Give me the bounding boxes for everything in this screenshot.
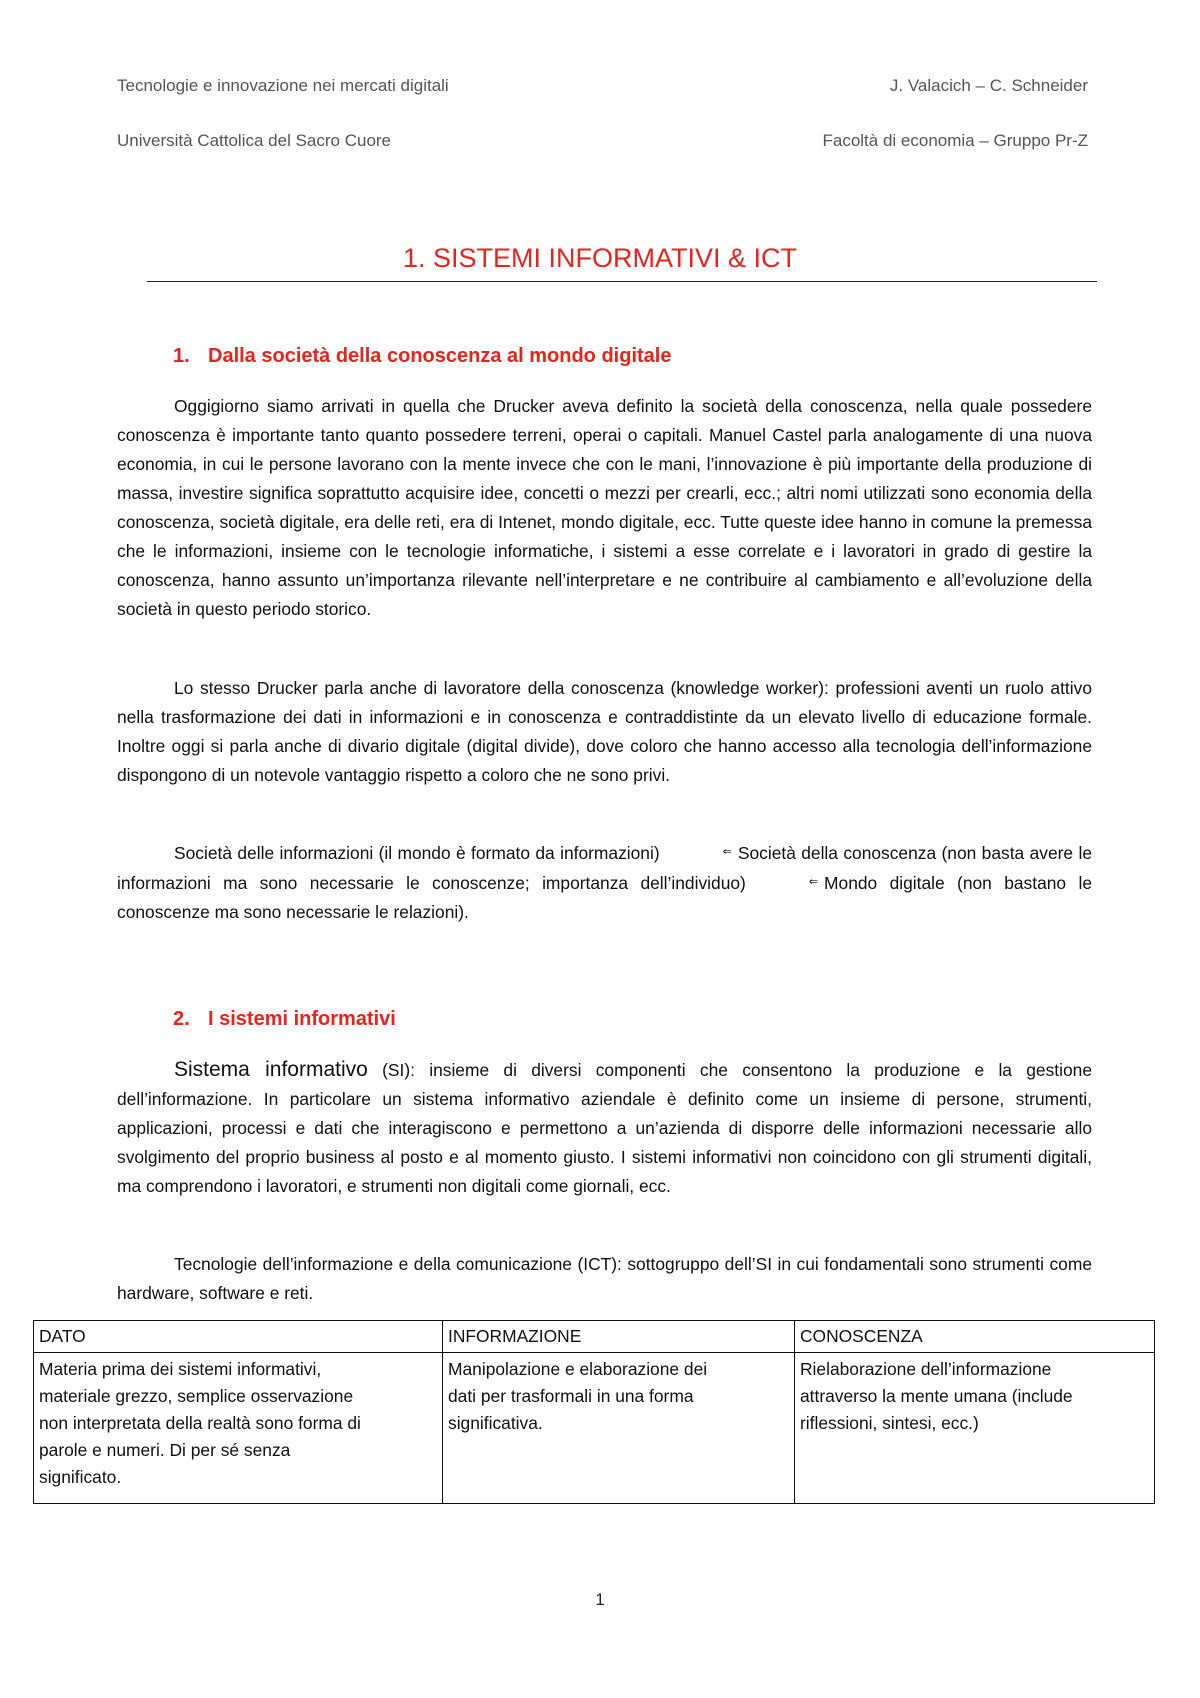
section-2-heading <box>173 1008 396 1031</box>
header-authors: J. Valacich – C. Schneider <box>889 76 1088 95</box>
header-university: Università Cattolica del Sacro Cuore <box>117 131 392 150</box>
title-underline <box>147 281 1097 282</box>
table-cell-text: Manipolazione e elaborazione dei dati per trasformali in una forma significativa. <box>448 1359 708 1433</box>
table-header-row <box>34 1321 1155 1353</box>
arrow-icon: ⇐ <box>722 846 732 858</box>
table-cell-dato <box>34 1353 443 1504</box>
table-cell-text: Rielaborazione dell’informazione attraverso la mente umana (include riflessioni, sintesi, ecc.) <box>800 1359 1073 1433</box>
data-information-knowledge-table <box>33 1320 1155 1504</box>
header-faculty: Facoltà di economia – Gruppo Pr-Z <box>822 131 1088 150</box>
paragraph-ict: Tecnologie dell’informazione e della comunicazione (ICT): sottogruppo dell’SI in cui fondamentali sono strumenti come hardware, software e reti. <box>117 1254 1092 1303</box>
section-1-heading <box>173 345 671 368</box>
arrow-icon: ⇐ <box>808 876 819 888</box>
table-cell-informazione <box>443 1353 795 1504</box>
evolution-information-society: Società delle informazioni (il mondo è formato da informazioni) <box>174 843 660 863</box>
evolution-knowledge-society: Società della conoscenza (non basta avere le informazioni ma sono necessarie le conoscenze; importanza dell’individuo) <box>117 843 1092 893</box>
table-cell-conoscenza <box>795 1353 1155 1504</box>
table-cell-text: Materia prima dei sistemi informativi, materiale grezzo, semplice osservazione non interpretata della realtà sono forma di parole e numeri. Di per sé senza significato. <box>39 1359 361 1487</box>
section-1-number: 1. <box>173 345 190 367</box>
evolution-digital-world: Mondo digitale (non bastano le conoscenze ma sono necessarie le relazioni). <box>117 873 1092 922</box>
table-row <box>34 1353 1155 1504</box>
term-sistema-informativo: Sistema informativo <box>174 1058 368 1081</box>
paragraph-knowledge-worker: Lo stesso Drucker parla anche di lavoratore della conoscenza (knowledge worker): professioni aventi un ruolo attivo nella trasformazione dei dati in informazioni e in conoscenza e contraddistinte da un elevato livello di educazione formale. Inoltre oggi si parla anche di divario digitale (digital divide), dove coloro che hanno accesso alla tecnologia dell’informazione dispongono di un notevole vantaggio rispetto a coloro che ne sono privi. <box>117 678 1092 785</box>
chapter-title: 1. SISTEMI INFORMATIVI & ICT <box>402 243 798 273</box>
header-course: Tecnologie e innovazione nei mercati digitali <box>117 76 449 95</box>
section-2-number: 2. <box>173 1008 190 1030</box>
information-system-definition: (SI): insieme di diversi componenti che consentono la produzione e la gestione dell’informazione. In particolare un sistema informativo aziendale è definito come un insieme di persone, strumenti, applicazioni, processi e dati che interagiscono e permettono a un’azienda di disporre delle informazioni necessarie allo svolgimento del proprio business al posto e al momento giusto. I sistemi informativi non coincidono con gli strumenti digitali, ma comprendono i lavoratori, e strumenti non digitali come giornali, ecc. <box>117 1060 1092 1196</box>
section-2-title: I sistemi informativi <box>208 1008 396 1030</box>
paragraph-society-evolution <box>117 838 1092 927</box>
section-1-title: Dalla società della conoscenza al mondo digitale <box>208 345 672 367</box>
table-header-conoscenza: CONOSCENZA <box>795 1321 1155 1353</box>
paragraph-information-system <box>117 1055 1092 1201</box>
table-header-dato: DATO <box>34 1321 443 1353</box>
page-number: 1 <box>595 1590 605 1609</box>
table-header-informazione: INFORMAZIONE <box>443 1321 795 1353</box>
paragraph-knowledge-society: Oggigiorno siamo arrivati in quella che Drucker aveva definito la società della conoscenza, nella quale possedere conoscenza è importante tanto quanto possedere terreni, operai o capitali. Manuel Castel parla analogamente di una nuova economia, in cui le persone lavorano con la mente invece che con le mani, l’innovazione è più importante della produzione di massa, investire significa soprattutto acquisire idee, concetti o mezzi per crearli, ecc.; altri nomi utilizzati sono economia della conoscenza, società digitale, era delle reti, era di Intenet, mondo digitale, ecc. Tutte queste idee hanno in comune la premessa che le informazioni, insieme con le tecnologie informatiche, i sistemi a esse correlate e i lavoratori in grado di gestire la conoscenza, hanno assunto un’importanza rilevante nell’interpretare e ne contribuire al cambiamento e all’evoluzione della società in questo periodo storico. <box>117 396 1092 619</box>
